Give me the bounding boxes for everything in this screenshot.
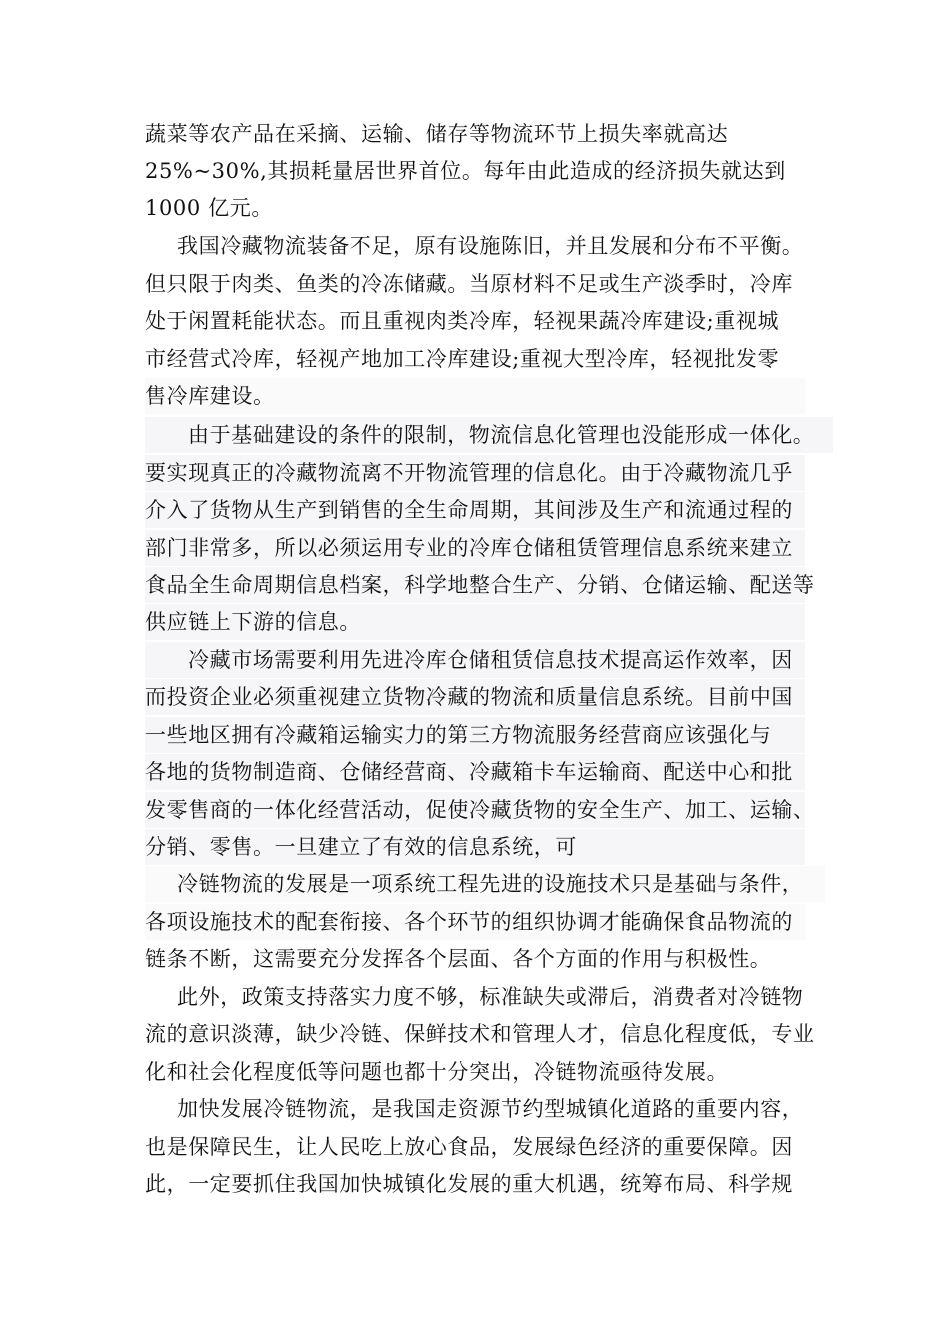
paragraph-1-line-3: 1000 亿元。 <box>145 196 273 220</box>
paragraph-5-line-3: 链条不断，这需要充分发挥各个层面、各个方面的作用与积极性。 <box>145 947 772 971</box>
paragraph-3-line-4: 部门非常多，所以必须运用专业的冷库仓储租赁管理信息系统来建立 <box>145 530 805 566</box>
paragraph-7-line-2: 也是保障民生，让人民吃上放心食品，发展绿色经济的重要保障。因 <box>145 1135 793 1159</box>
paragraph-5-line-1: 冷链物流的发展是一项系统工程先进的设施技术只是基础与条件， <box>145 866 825 902</box>
paragraph-3-line-1: 由于基础建设的条件的限制，物流信息化管理也没能形成一体化。 <box>145 417 833 453</box>
paragraph-2-line-5: 售冷库建设。 <box>145 378 805 414</box>
paragraph-1-line-2: 25%~30%,其损耗量居世界首位。每年由此造成的经济损失就达到 <box>145 159 786 183</box>
paragraph-3-line-3: 介入了货物从生产到销售的全生命周期，其间涉及生产和流通过程的 <box>145 492 805 528</box>
paragraph-4-line-3: 一些地区拥有冷藏箱运输实力的第三方物流服务经营商应该强化与 <box>145 717 805 753</box>
paragraph-7-line-1: 加快发展冷链物流，是我国走资源节约型城镇化道路的重要内容， <box>177 1097 804 1121</box>
paragraph-2-line-2: 但只限于肉类、鱼类的冷冻储藏。当原材料不足或生产淡季时，冷库 <box>145 272 793 296</box>
paragraph-7-line-3: 此，一定要抓住我国加快城镇化发展的重大机遇，统筹布局、科学规 <box>145 1172 793 1196</box>
paragraph-3-line-6: 供应链上下游的信息。 <box>145 604 805 640</box>
paragraph-5-line-2: 各项设施技术的配套衔接、各个环节的组织协调才能确保食品物流的 <box>145 904 805 940</box>
paragraph-3-line-5: 食品全生命周期信息档案，科学地整合生产、分销、仓储运输、配送等 <box>145 567 805 603</box>
paragraph-4-line-5: 发零售商的一体化经营活动，促使冷藏货物的安全生产、加工、运输、 <box>145 792 805 828</box>
paragraph-1-line-1: 蔬菜等农产品在采摘、运输、储存等物流环节上损失率就高达 <box>145 122 729 146</box>
paragraph-6-line-1: 此外，政策支持落实力度不够，标准缺失或滞后，消费者对冷链物 <box>177 985 804 1009</box>
paragraph-2-line-1: 我国冷藏物流装备不足，原有设施陈旧，并且发展和分布不平衡。 <box>177 234 804 258</box>
paragraph-6-line-3: 化和社会化程度低等问题也都十分突出，冷链物流亟待发展。 <box>145 1060 729 1084</box>
paragraph-2-line-3: 处于闲置耗能状态。而且重视肉类冷库，轻视果蔬冷库建设;重视城 <box>145 309 780 333</box>
paragraph-4-line-4: 各地的货物制造商、仓储经营商、冷藏箱卡车运输商、配送中心和批 <box>145 754 805 790</box>
paragraph-2-line-4: 市经营式冷库，轻视产地加工冷库建设;重视大型冷库，轻视批发零 <box>145 347 780 371</box>
paragraph-4-line-2: 而投资企业必须重视建立货物冷藏的物流和质量信息系统。目前中国 <box>145 679 805 715</box>
paragraph-4-line-1: 冷藏市场需要利用先进冷库仓储租赁信息技术提高运作效率，因 <box>145 642 805 678</box>
paragraph-4-line-6: 分销、零售。一旦建立了有效的信息系统，可 <box>145 829 805 865</box>
paragraph-6-line-2: 流的意识淡薄，缺少冷链、保鲜技术和管理人才，信息化程度低，专业 <box>145 1022 815 1046</box>
paragraph-3-line-2: 要实现真正的冷藏物流离不开物流管理的信息化。由于冷藏物流几乎 <box>145 455 805 491</box>
